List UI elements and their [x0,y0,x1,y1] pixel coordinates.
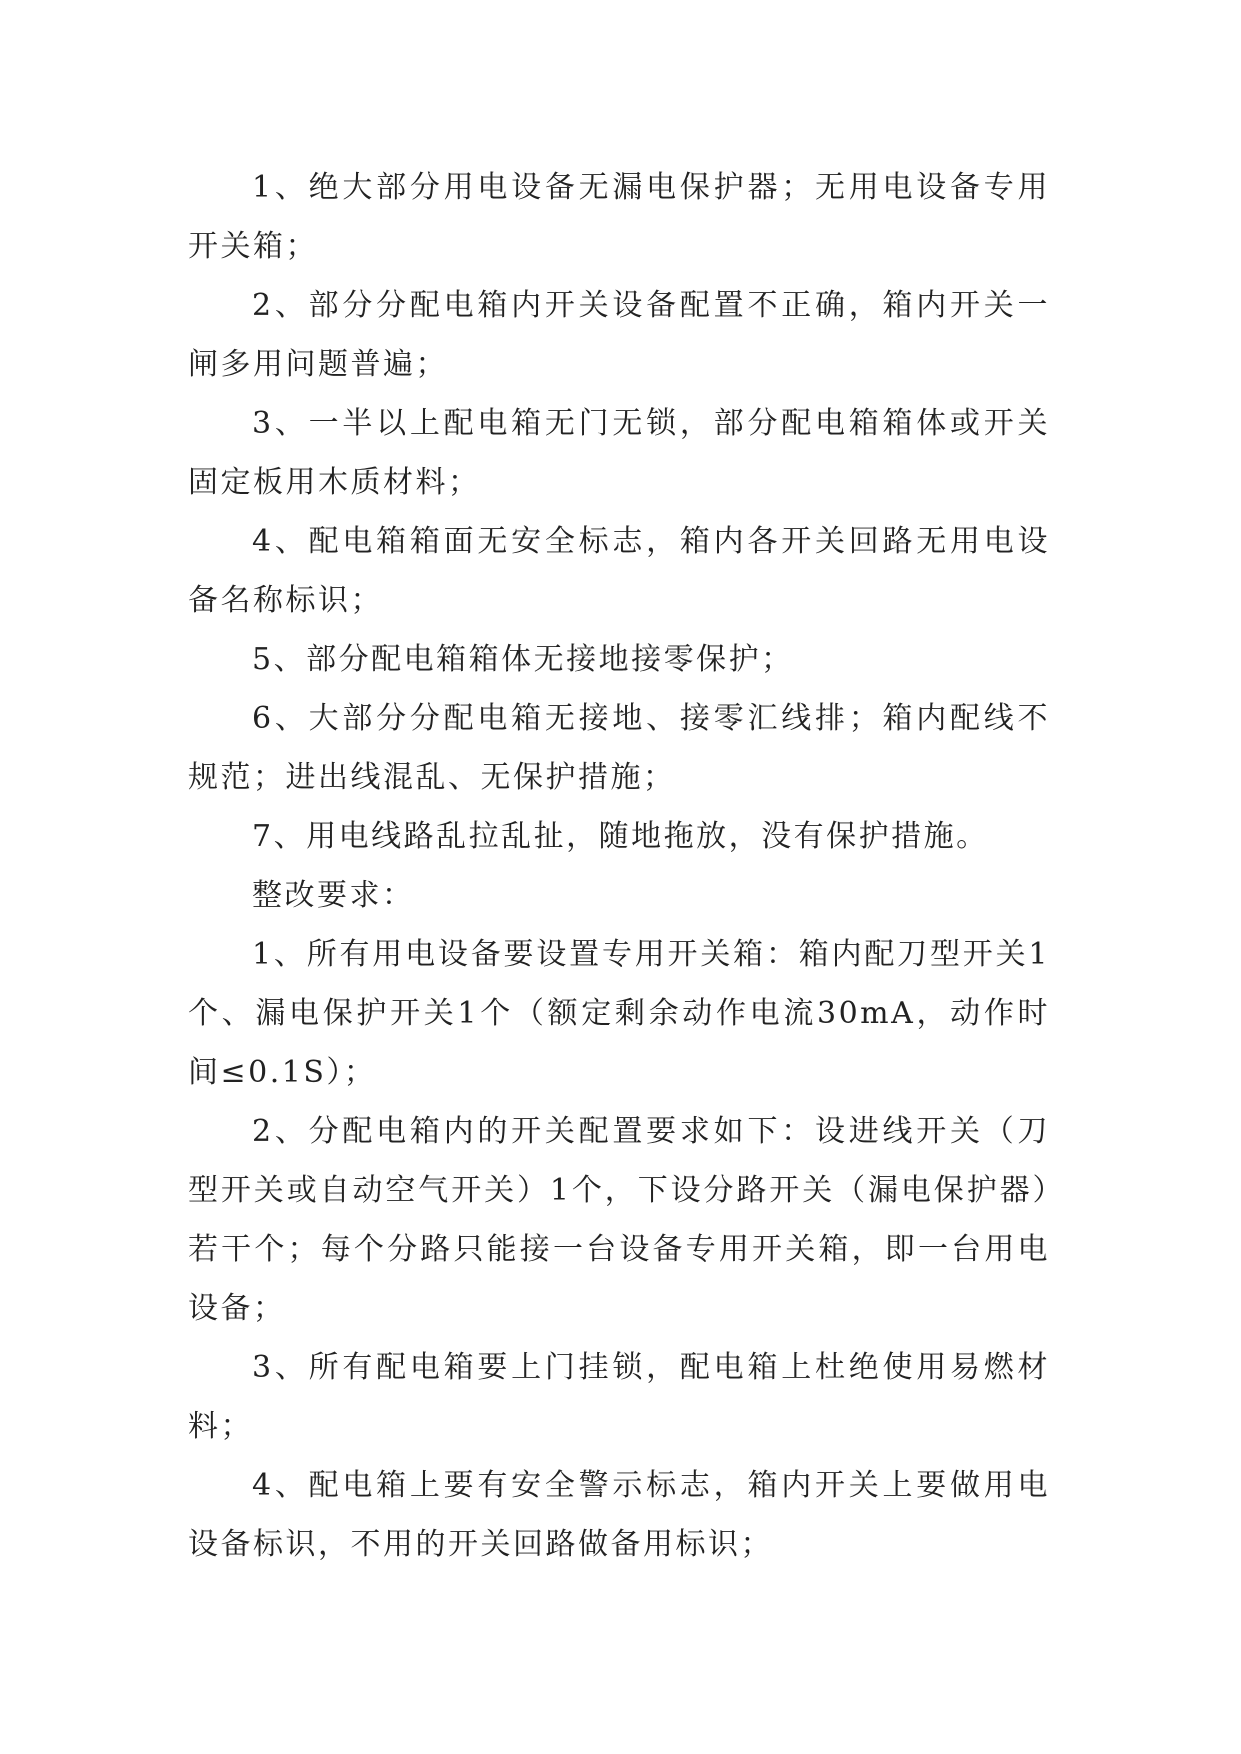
requirement-item-1: 1、所有用电设备要设置专用开关箱：箱内配刀型开关1个、漏电保护开关1个（额定剩余动作电流30mA，动作时间≤0.1S）； [188,937,1050,1090]
problem-item-5: 5、部分配电箱箱体无接地接零保护； [252,642,794,677]
requirement-item-2: 2、分配电箱内的开关配置要求如下：设进线开关（刀型开关或自动空气开关）1个，下设分路开关（漏电保护器）若干个；每个分路只能接一台设备专用开关箱，即一台用电设备； [188,1114,1050,1326]
requirement-item-4: 4、配电箱上要有安全警示标志，箱内开关上要做用电设备标识，不用的开关回路做备用标识； [188,1468,1050,1562]
requirement-item-3: 3、所有配电箱要上门挂锁，配电箱上杜绝使用易燃材料； [188,1350,1050,1444]
problem-item-1: 1、绝大部分用电设备无漏电保护器；无用电设备专用开关箱； [188,170,1050,264]
problem-item-6: 6、大部分分配电箱无接地、接零汇线排；箱内配线不规范；进出线混乱、无保护措施； [188,701,1050,795]
problem-item-4: 4、配电箱箱面无安全标志，箱内各开关回路无用电设备名称标识； [188,524,1050,618]
document-body [188,158,1050,1574]
problem-item-2: 2、部分分配电箱内开关设备配置不正确，箱内开关一闸多用问题普遍； [188,288,1050,382]
problem-item-3: 3、一半以上配电箱无门无锁，部分配电箱箱体或开关固定板用木质材料； [188,406,1050,500]
problem-item-7: 7、用电线路乱拉乱扯，随地拖放，没有保护措施。 [252,819,989,854]
section-heading-requirements: 整改要求： [252,878,415,913]
